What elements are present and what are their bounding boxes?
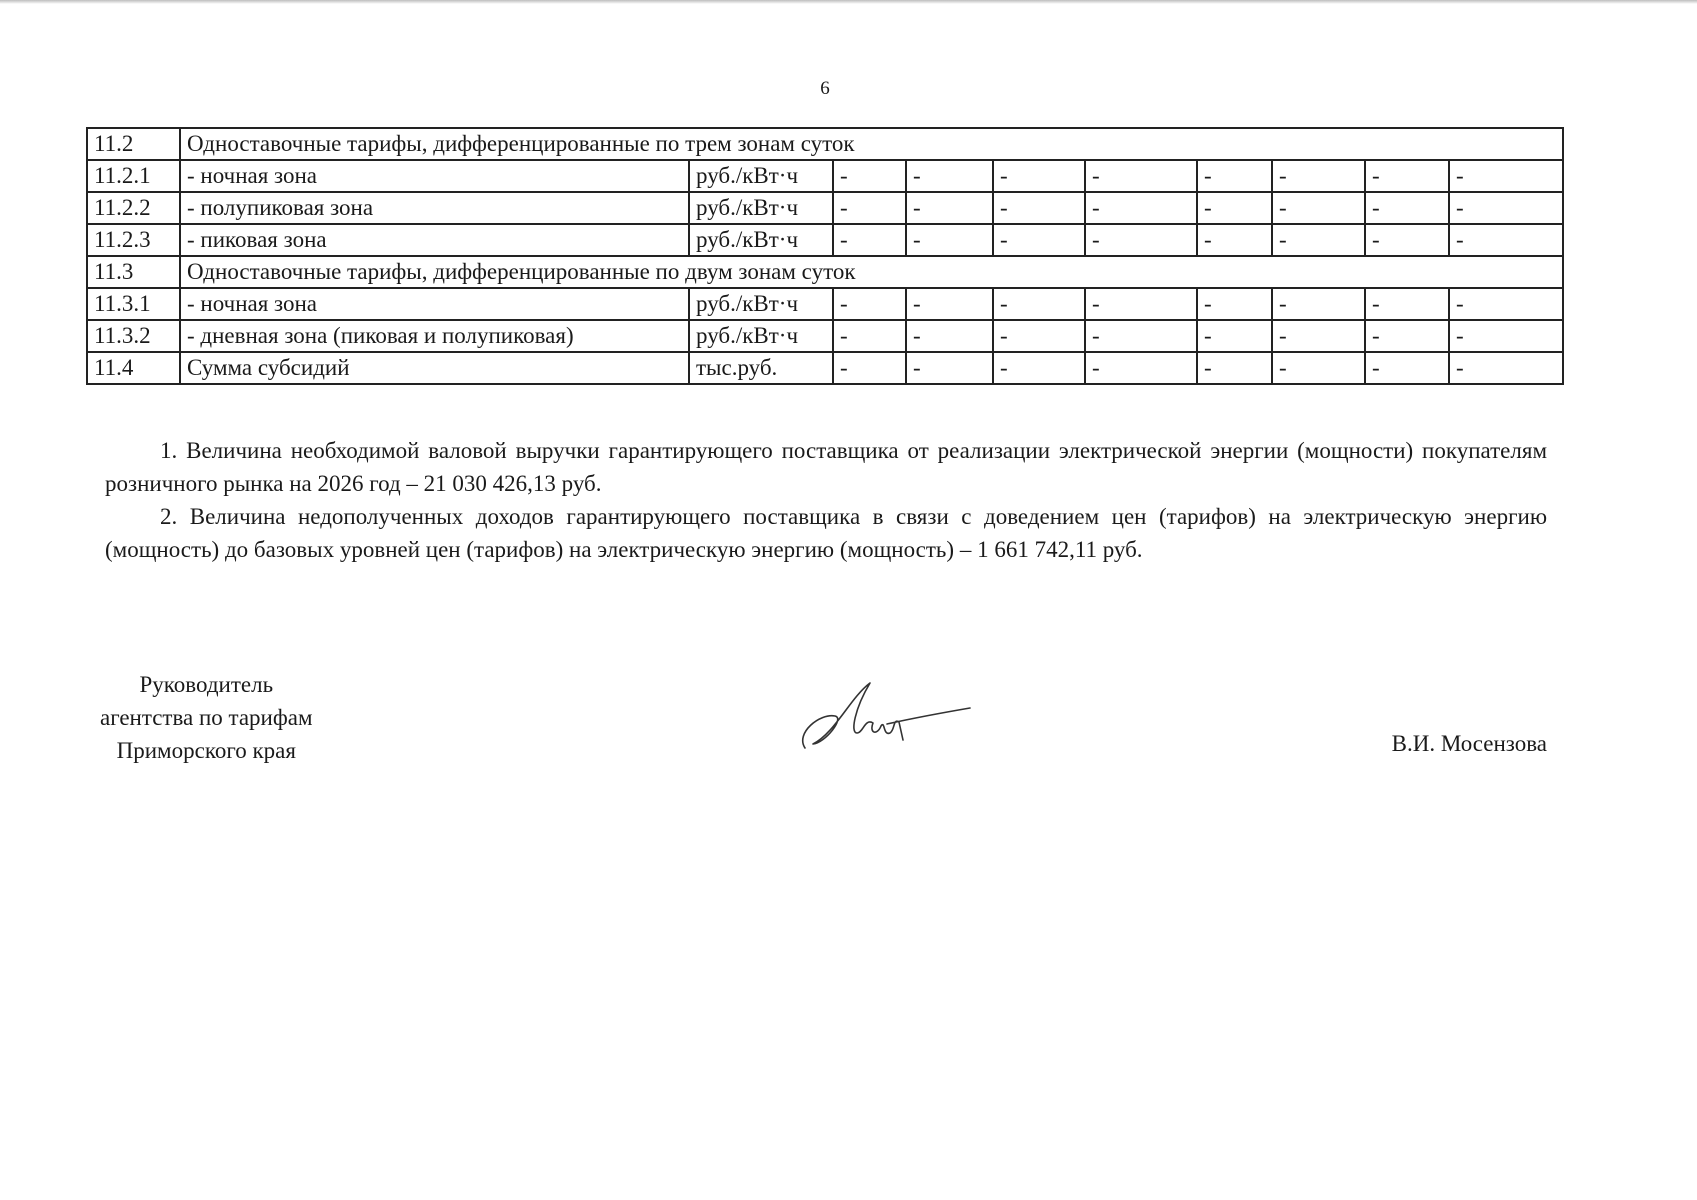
table-section-row xyxy=(87,128,1563,160)
value-cell: - xyxy=(993,352,1085,384)
row-label: - ночная зона xyxy=(180,160,689,192)
value-cell: - xyxy=(833,288,906,320)
value-cell: - xyxy=(993,288,1085,320)
value-cell: - xyxy=(1272,160,1365,192)
signatory-position xyxy=(100,668,313,767)
row-unit: руб./кВт·ч xyxy=(689,224,833,256)
notes xyxy=(105,434,1547,566)
value-cell: - xyxy=(833,224,906,256)
value-cell: - xyxy=(1272,352,1365,384)
row-number: 11.3 xyxy=(87,256,180,288)
value-cell: - xyxy=(1449,160,1563,192)
value-cell: - xyxy=(993,224,1085,256)
value-cell: - xyxy=(1449,320,1563,352)
value-cell: - xyxy=(1365,224,1449,256)
row-number: 11.2.2 xyxy=(87,192,180,224)
table-row xyxy=(87,160,1563,192)
page-number: 6 xyxy=(820,78,830,99)
table-section-row xyxy=(87,256,1563,288)
value-cell: - xyxy=(906,192,993,224)
value-cell: - xyxy=(833,320,906,352)
value-cell: - xyxy=(1449,288,1563,320)
value-cell: - xyxy=(906,352,993,384)
signer-name: В.И. Мосензова xyxy=(1391,731,1547,756)
value-cell: - xyxy=(906,224,993,256)
row-label: Сумма субсидий xyxy=(180,352,689,384)
row-number: 11.3.1 xyxy=(87,288,180,320)
row-label: - дневная зона (пиковая и полупиковая) xyxy=(180,320,689,352)
section-title: Одноставочные тарифы, дифференцированные по двум зонам суток xyxy=(180,256,1563,288)
section-title: Одноставочные тарифы, дифференцированные по трем зонам суток xyxy=(180,128,1563,160)
value-cell: - xyxy=(1085,224,1197,256)
value-cell: - xyxy=(1272,224,1365,256)
row-unit: руб./кВт·ч xyxy=(689,288,833,320)
value-cell: - xyxy=(1365,160,1449,192)
tariff-table xyxy=(86,127,1564,385)
row-label: - ночная зона xyxy=(180,288,689,320)
row-number: 11.2.1 xyxy=(87,160,180,192)
table-row xyxy=(87,288,1563,320)
value-cell: - xyxy=(906,160,993,192)
value-cell: - xyxy=(1365,320,1449,352)
value-cell: - xyxy=(1272,192,1365,224)
row-label: - полупиковая зона xyxy=(180,192,689,224)
value-cell: - xyxy=(1449,352,1563,384)
value-cell: - xyxy=(1085,288,1197,320)
table-row xyxy=(87,320,1563,352)
row-label: - пиковая зона xyxy=(180,224,689,256)
row-unit: руб./кВт·ч xyxy=(689,160,833,192)
scan-edge xyxy=(0,0,1697,4)
note-2: 2. Величина недополученных доходов гарантирующего поставщика в связи с доведением цен (тарифов) на электрическую энергию (мощность) до базовых уровней цен (тарифов) на электрическую энергию (мощность) – 1 661 742,11 руб. xyxy=(105,504,1547,562)
value-cell: - xyxy=(1449,192,1563,224)
row-number: 11.2 xyxy=(87,128,180,160)
value-cell: - xyxy=(1197,192,1272,224)
value-cell: - xyxy=(1197,320,1272,352)
value-cell: - xyxy=(906,320,993,352)
note-1: 1. Величина необходимой валовой выручки гарантирующего поставщика от реализации электрической энергии (мощности) покупателям розничного рынка на 2026 год – 21 030 426,13 руб. xyxy=(105,438,1547,496)
value-cell: - xyxy=(1449,224,1563,256)
value-cell: - xyxy=(1085,352,1197,384)
value-cell: - xyxy=(1365,192,1449,224)
value-cell: - xyxy=(1365,288,1449,320)
value-cell: - xyxy=(1272,288,1365,320)
value-cell: - xyxy=(1197,288,1272,320)
row-number: 11.2.3 xyxy=(87,224,180,256)
signatory-position-line: агентства по тарифам xyxy=(100,705,313,730)
handwritten-signature xyxy=(795,678,975,758)
value-cell: - xyxy=(1085,160,1197,192)
row-number: 11.4 xyxy=(87,352,180,384)
row-unit: тыс.руб. xyxy=(689,352,833,384)
value-cell: - xyxy=(1272,320,1365,352)
value-cell: - xyxy=(1197,160,1272,192)
value-cell: - xyxy=(1197,352,1272,384)
value-cell: - xyxy=(993,160,1085,192)
value-cell: - xyxy=(993,192,1085,224)
table-row xyxy=(87,224,1563,256)
value-cell: - xyxy=(993,320,1085,352)
value-cell: - xyxy=(833,192,906,224)
value-cell: - xyxy=(1085,320,1197,352)
value-cell: - xyxy=(833,160,906,192)
table-row xyxy=(87,192,1563,224)
tariff-table-body xyxy=(87,128,1563,384)
row-unit: руб./кВт·ч xyxy=(689,320,833,352)
value-cell: - xyxy=(833,352,906,384)
signatory-position-line: Руководитель xyxy=(139,672,274,697)
value-cell: - xyxy=(906,288,993,320)
value-cell: - xyxy=(1085,192,1197,224)
signatory-position-line: Приморского края xyxy=(116,738,296,763)
row-unit: руб./кВт·ч xyxy=(689,192,833,224)
value-cell: - xyxy=(1197,224,1272,256)
table-row xyxy=(87,352,1563,384)
value-cell: - xyxy=(1365,352,1449,384)
row-number: 11.3.2 xyxy=(87,320,180,352)
